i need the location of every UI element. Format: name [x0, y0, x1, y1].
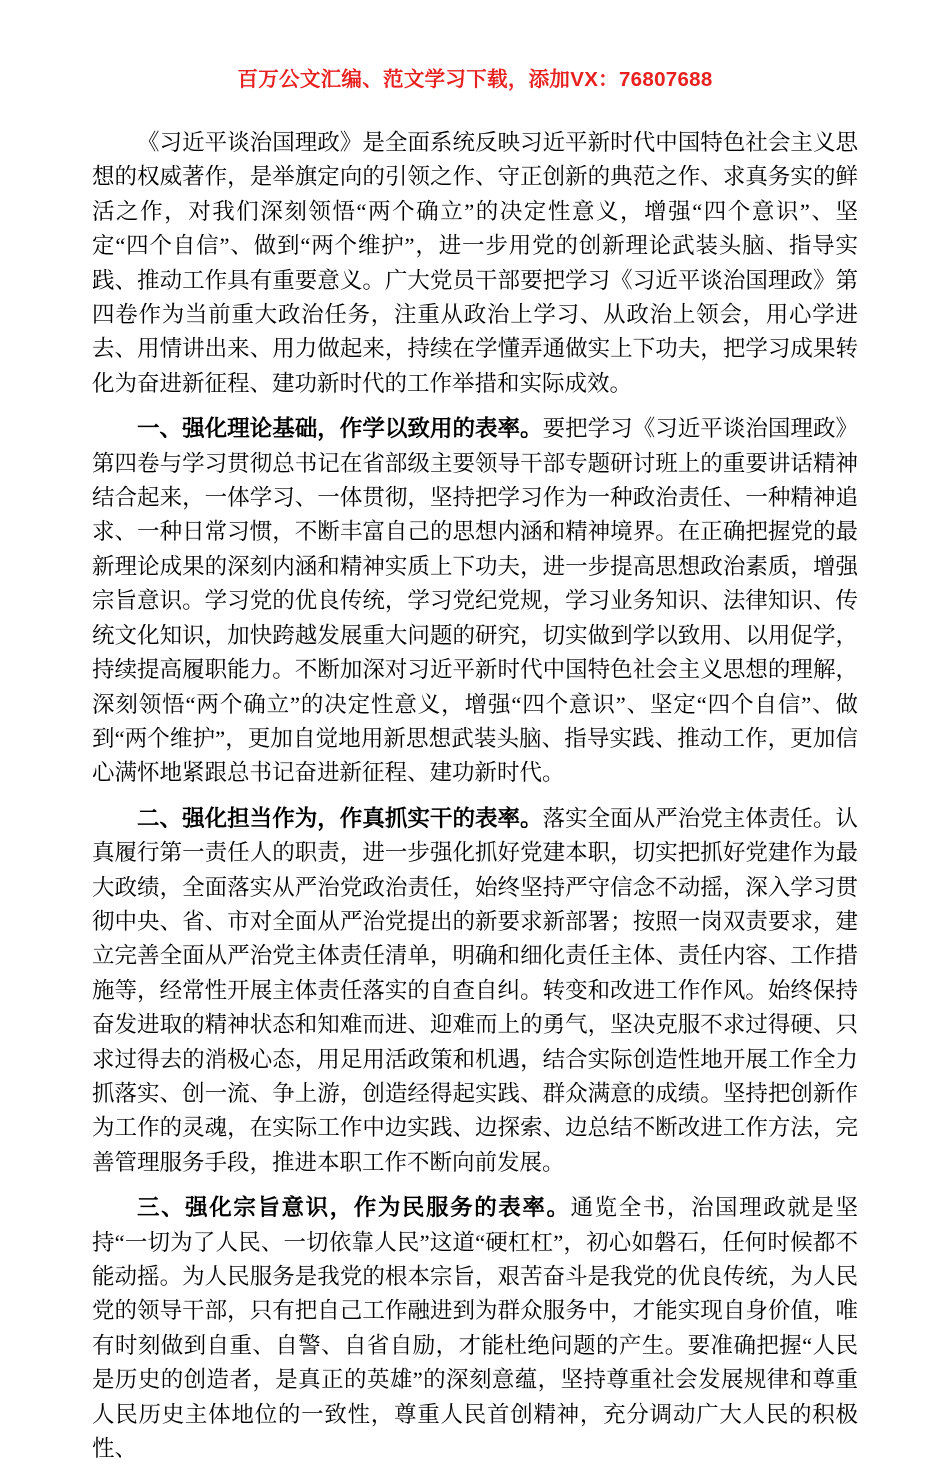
paragraph-lead: 二、强化担当作为，作真抓实干的表率。: [137, 805, 543, 831]
paragraph-lead: 一、强化理论基础，作学以致用的表率。: [137, 416, 543, 442]
paragraph-text: 通览全书，治国理政就是坚持“一切为了人民、一切依靠人民”这道“硬杠杠”，初心如磐石，任何时候都不能动摇。为人民服务是我党的根本宗旨，艰苦奋斗是我党的优良传统，为人民党的领导干部，只有把自己工作融进到为群众服务中，才能实现自身价值，唯有时刻做到自重、自警、自省自励，才能杜绝问题的产生。要准确把握“人民是历史的创造者，是真正的英雄”的深刻意蕴，坚持尊重社会发展规律和尊重人民历史主体地位的一致性，尊重人民首创精神，充分调动广大人民的积极性、: [92, 1195, 858, 1462]
paragraph: [92, 1191, 858, 1466]
paragraph-text: 落实全面从严治党主体责任。认真履行第一责任人的职责，进一步强化抓好党建本职，切实把抓好党建作为最大政绩，全面落实从严治党政治责任，始终坚持严守信念不动摇，深入学习贯彻中央、省、市对全面从严治党提出的新要求新部署；按照一岗双责要求，建立完善全面从严治党主体责任清单，明确和细化责任主体、责任内容、工作措施等，经常性开展主体责任落实的自查自纠。转变和改进工作作风。始终保持奋发进取的精神状态和知难而进、迎难而上的勇气，坚决克服不求过得硬、只求过得去的消极心态，用足用活政策和机遇，结合实际创造性地开展工作全力抓落实、创一流、争上游，创造经得起实践、群众满意的成绩。坚持把创新作为工作的灵魂，在实际工作中边实践、边探索、边总结不断改进工作方法，完善管理服务手段，推进本职工作不断向前发展。: [92, 805, 858, 1175]
paragraph: [92, 126, 858, 401]
paragraph-lead: 三、强化宗旨意识，作为民服务的表率。: [137, 1195, 571, 1221]
paragraph: [92, 802, 858, 1180]
document-body: [92, 126, 858, 1466]
paragraph-text: 《习近平谈治国理政》是全面系统反映习近平新时代中国特色社会主义思想的权威著作，是举旗定向的引领之作、守正创新的典范之作、求真务实的鲜活之作，对我们深刻领悟“两个确立”的决定性意义，增强“四个意识”、坚定“四个自信”、做到“两个维护”，进一步用党的创新理论武装头脑、指导实践、推动工作具有重要意义。广大党员干部要把学习《习近平谈治国理政》第四卷作为当前重大政治任务，注重从政治上学习、从政治上领会，用心学进去、用情讲出来、用力做起来，持续在学懂弄通做实上下功夫，把学习成果转化为奋进新征程、建功新时代的工作举措和实际成效。: [92, 130, 858, 396]
paragraph: [92, 412, 858, 790]
watermark-banner: 百万公文汇编、范文学习下载，添加VX：76807688: [237, 68, 713, 91]
paragraph-text: 要把学习《习近平谈治国理政》第四卷与学习贯彻总书记在省部级主要领导干部专题研讨班上的重要讲话精神结合起来，一体学习、一体贯彻，坚持把学习作为一种政治责任、一种精神追求、一种日常习惯，不断丰富自己的思想内涵和精神境界。在正确把握党的最新理论成果的深刻内涵和精神实质上下功夫，进一步提高思想政治素质，增强宗旨意识。学习党的优良传统，学习党纪党规，学习业务知识、法律知识、传统文化知识，加快跨越发展重大问题的研究，切实做到学以致用、以用促学，持续提高履职能力。不断加深对习近平新时代中国特色社会主义思想的理解，深刻领悟“两个确立”的决定性意义，增强“四个意识”、坚定“四个自信”、做到“两个维护”，更加自觉地用新思想武装头脑、指导实践、推动工作，更加信心满怀地紧跟总书记奋进新征程、建功新时代。: [92, 416, 858, 786]
